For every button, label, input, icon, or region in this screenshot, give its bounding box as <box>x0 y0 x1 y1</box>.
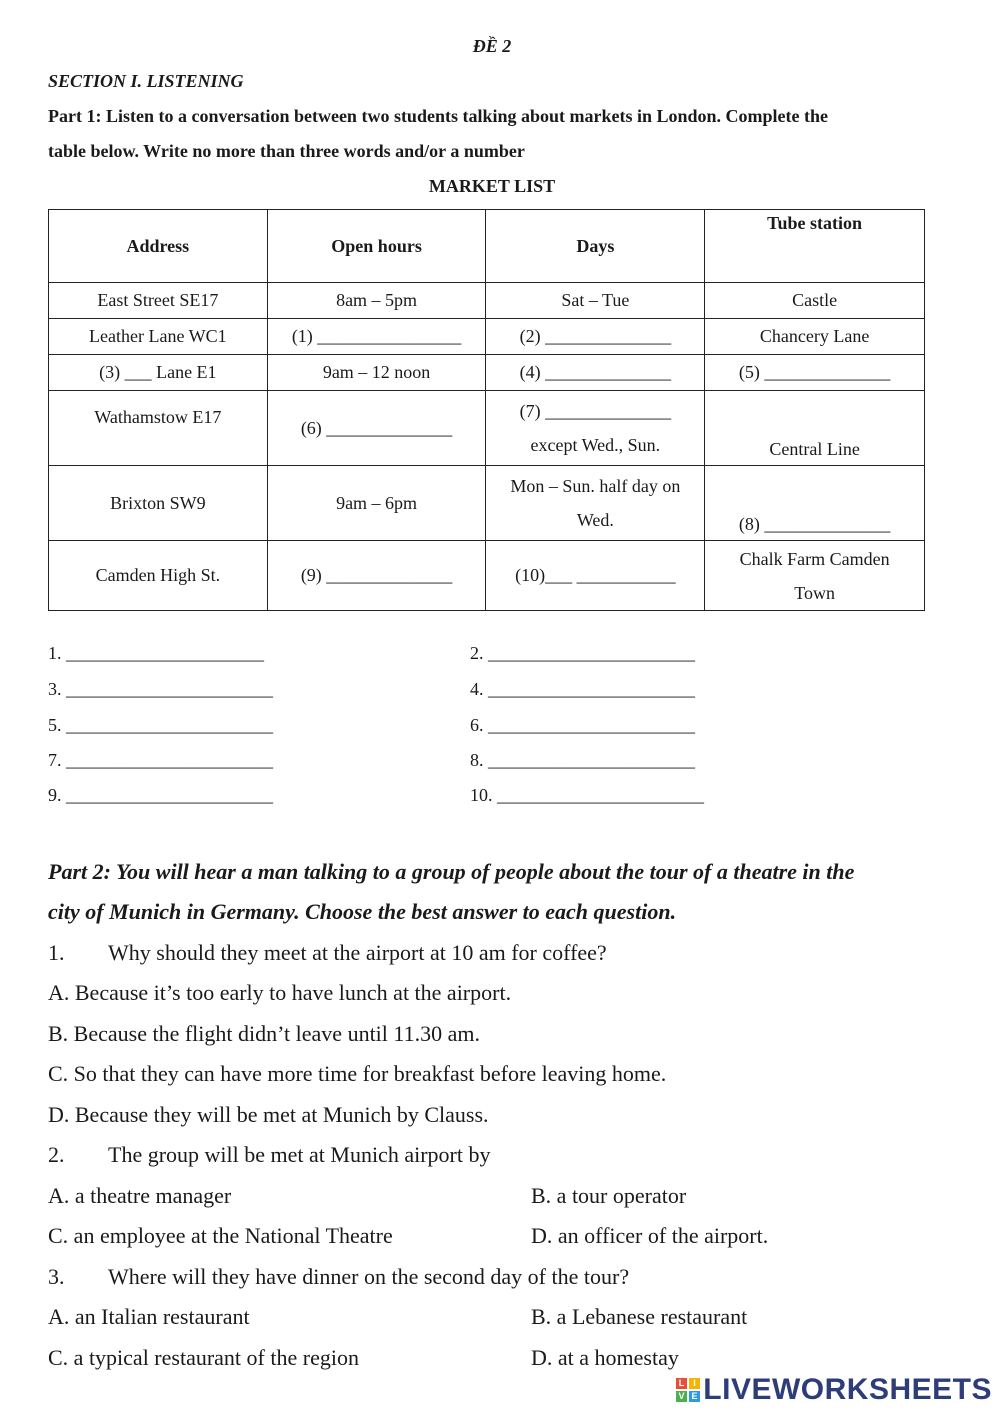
cell-days-note: except Wed., Sun. <box>530 435 661 455</box>
question-number: 3. <box>48 1264 65 1289</box>
q3-option-a[interactable]: A. an Italian restaurant <box>48 1304 250 1329</box>
logo-mark-icon <box>676 1378 700 1402</box>
cell-open-hours: 9am – 12 noon <box>267 355 486 391</box>
q1-option-b[interactable]: B. Because the flight didn’t leave until 11.30 am. <box>48 1021 480 1046</box>
blank-9[interactable]: (9) ______________ <box>267 541 486 611</box>
market-list-table <box>48 209 925 611</box>
q2-option-a[interactable]: A. a theatre manager <box>48 1183 232 1208</box>
cell-days-line2: Wed. <box>576 510 614 530</box>
blank-5[interactable]: (5) ______________ <box>705 355 925 391</box>
logo-mark-letter: L <box>676 1378 687 1389</box>
cell-tube-station: Chancery Lane <box>705 319 925 355</box>
blank-2[interactable]: (2) ______________ <box>486 319 705 355</box>
answer-4[interactable]: 4. _______________________ <box>470 679 695 699</box>
question-number: 1. <box>48 940 65 965</box>
table-row <box>49 466 925 541</box>
q3-option-d[interactable]: D. at a homestay <box>531 1345 679 1370</box>
header-open-hours: Open hours <box>267 210 486 283</box>
cell-tube-station <box>705 541 925 611</box>
blank-10[interactable]: (10)___ ___________ <box>486 541 705 611</box>
answer-10[interactable]: 10. _______________________ <box>470 785 704 805</box>
answer-2[interactable]: 2. _______________________ <box>470 643 695 663</box>
question-text: The group will be met at Munich airport by <box>108 1142 491 1167</box>
cell-address: Camden High St. <box>49 541 268 611</box>
q1-option-a[interactable]: A. Because it’s too early to have lunch at the airport. <box>48 980 512 1005</box>
table-title: MARKET LIST <box>428 176 556 196</box>
blank-3[interactable]: (3) ___ Lane E1 <box>49 355 268 391</box>
cell-tube-line1: Chalk Farm Camden <box>739 548 890 569</box>
cell-days-line1: Mon – Sun. half day on <box>510 476 681 496</box>
q2-option-b[interactable]: B. a tour operator <box>531 1183 687 1208</box>
part1-instructions-line2: table below. Write no more than three words and/or a number <box>48 141 525 161</box>
blank-7[interactable]: (7) ______________ <box>519 401 672 421</box>
answer-9[interactable]: 9. _______________________ <box>48 785 273 805</box>
section-heading: SECTION I. LISTENING <box>48 71 244 91</box>
page-title: ĐỀ 2 <box>472 36 512 56</box>
q2-option-c[interactable]: C. an employee at the National Theatre <box>48 1223 393 1248</box>
header-tube-station: Tube station <box>705 210 925 283</box>
q1-option-d[interactable]: D. Because they will be met at Munich by Clauss. <box>48 1102 489 1127</box>
cell-days <box>486 466 705 541</box>
table-row <box>49 283 925 319</box>
logo-mark-letter: I <box>689 1378 700 1389</box>
logo-text: LIVEWORKSHEETS <box>703 1373 992 1406</box>
question-1 <box>48 940 607 966</box>
q1-option-c[interactable]: C. So that they can have more time for breakfast before leaving home. <box>48 1061 667 1086</box>
cell-tube-line2: Town <box>794 582 835 603</box>
blank-8[interactable]: (8) ______________ <box>705 466 925 541</box>
logo-mark-letter: E <box>689 1391 700 1402</box>
part2-instructions-line2: city of Munich in Germany. Choose the best answer to each question. <box>48 899 677 924</box>
table-row <box>49 319 925 355</box>
answer-1[interactable]: 1. ______________________ <box>48 643 264 663</box>
blank-6[interactable]: (6) ______________ <box>267 391 486 466</box>
table-row <box>49 391 925 466</box>
blank-1[interactable]: (1) ________________ <box>267 319 486 355</box>
answer-6[interactable]: 6. _______________________ <box>470 715 695 735</box>
question-text: Why should they meet at the airport at 10 am for coffee? <box>108 940 607 965</box>
cell-open-hours: 9am – 6pm <box>267 466 486 541</box>
answer-5[interactable]: 5. _______________________ <box>48 715 273 735</box>
logo-mark-letter: V <box>676 1391 687 1402</box>
header-days: Days <box>486 210 705 283</box>
cell-address: Leather Lane WC1 <box>49 319 268 355</box>
question-2 <box>48 1142 490 1168</box>
answer-3[interactable]: 3. _______________________ <box>48 679 273 699</box>
cell-open-hours: 8am – 5pm <box>267 283 486 319</box>
q3-option-b[interactable]: B. a Lebanese restaurant <box>531 1304 748 1329</box>
cell-address: East Street SE17 <box>49 283 268 319</box>
question-text: Where will they have dinner on the second day of the tour? <box>108 1264 630 1289</box>
q3-option-c[interactable]: C. a typical restaurant of the region <box>48 1345 359 1370</box>
part2-instructions-line1: Part 2: You will hear a man talking to a group of people about the tour of a theatre in the <box>48 859 855 884</box>
blank-4[interactable]: (4) ______________ <box>486 355 705 391</box>
liveworksheets-logo <box>676 1373 992 1407</box>
question-number: 2. <box>48 1142 65 1167</box>
q2-option-d[interactable]: D. an officer of the airport. <box>531 1223 769 1248</box>
part1-instructions-line1: Part 1: Listen to a conversation between two students talking about markets in London. Complete the <box>48 106 828 126</box>
cell-tube-station: Castle <box>705 283 925 319</box>
cell-days <box>486 391 705 466</box>
table-row <box>49 541 925 611</box>
answer-7[interactable]: 7. _______________________ <box>48 750 273 770</box>
cell-address: Brixton SW9 <box>49 466 268 541</box>
cell-days: Sat – Tue <box>486 283 705 319</box>
cell-address: Wathamstow E17 <box>49 391 268 466</box>
header-address: Address <box>49 210 268 283</box>
question-3 <box>48 1264 629 1290</box>
cell-tube-station: Central Line <box>705 391 925 466</box>
answer-8[interactable]: 8. _______________________ <box>470 750 695 770</box>
table-row <box>49 355 925 391</box>
